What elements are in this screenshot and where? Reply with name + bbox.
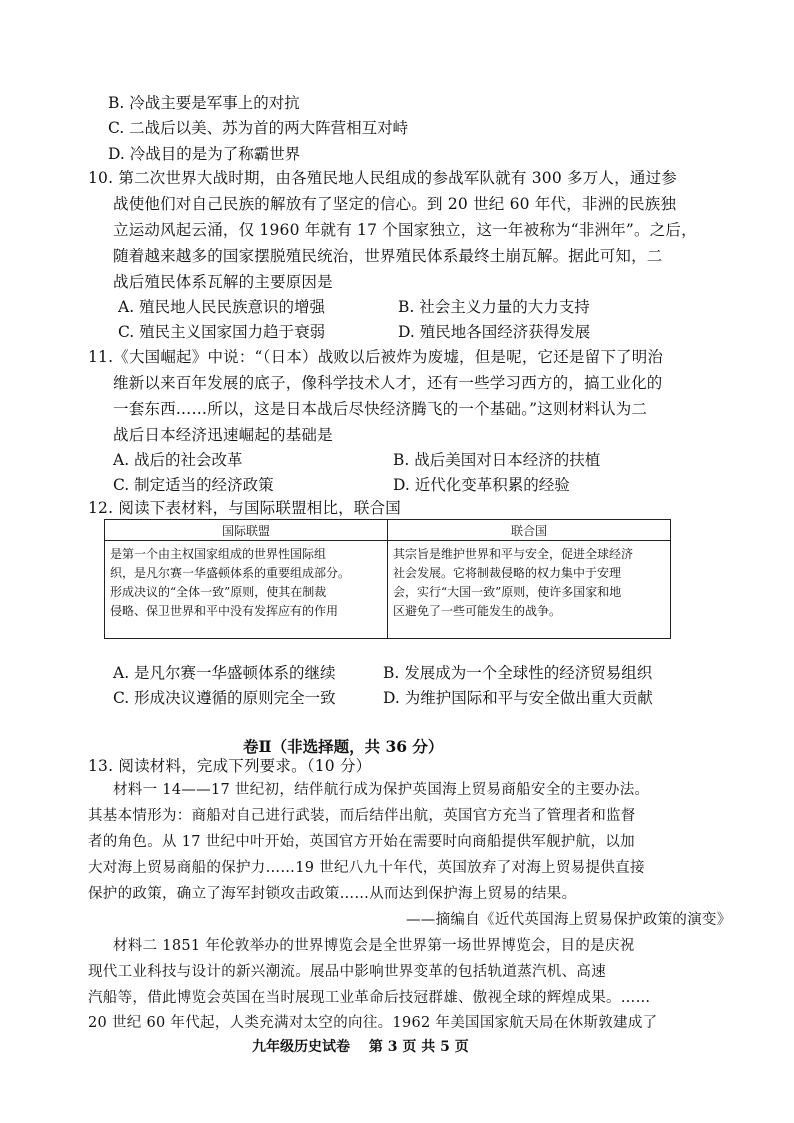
material-2-line: 汽船等，借此博览会英国在当时展现工业革命后技冠群雄、傲视全球的辉煌成果。…… [88,990,651,1006]
q9-option-d: D. 冷战目的是为了称霸世界 [108,145,301,163]
q11-option-a: A. 战后的社会改革 [113,451,243,469]
table-cell-line: 形成决议的“全体一致”原则，使其在制裁 [110,585,327,599]
q11-line: 一套东西……所以，这是日本战后尽快经济腾飞的一个基础。”这则材料认为二 [113,400,648,418]
table-cell-line: 区避免了一些可能发生的战争。 [393,604,562,618]
table-header-un: 联合国 [388,520,671,541]
table-cell-line: 侵略、保卫世界和平中没有发挥应有的作用 [110,604,339,618]
q9-option-b: B. 冷战主要是军事上的对抗 [108,94,300,112]
section-2-title: 卷Ⅱ（非选择题，共 36 分） [243,737,444,756]
table-cell-line: 是第一个由主权国家组成的世界性国际组 [110,547,327,561]
q12-stem: 12. 阅读下表材料，与国际联盟相比，联合国 [88,499,401,517]
q10-line: 战后殖民体系瓦解的主要原因是 [113,273,333,291]
page-number: 第 3 页 共 5 页 [368,1039,469,1055]
q12-option-a: A. 是凡尔赛一华盛顿体系的继续 [113,664,336,682]
table-cell-line: 织，是凡尔赛一华盛顿体系的重要组成部分。 [110,566,351,580]
table-cell-un [388,541,671,639]
q10-line: 10. 第二次世界大战时期，由各殖民地人民组成的参战军队就有 300 多万人，通过参 [88,169,677,187]
q10-option-a: A. 殖民地人民民族意识的增强 [118,298,326,316]
table-cell-league [105,541,388,639]
q10-line: 立运动风起云涌，仅 1960 年就有 17 个国家独立，这一年被称为“非洲年”。之后， [113,221,697,239]
q9-option-c: C. 二战后以美、苏为首的两大阵营相互对峙 [108,119,409,137]
q11-option-d: D. 近代化变革积累的经验 [393,476,570,494]
q10-line: 随着越来越多的国家摆脱殖民统治，世界殖民体系最终土崩瓦解。据此可知，二 [113,247,663,265]
material-1-line: 其基本情形为：商船对自己进行武装，而后结伴出航，英国官方充当了管理者和监督 [88,808,636,824]
q11-line: 11.《大国崛起》中说：“（日本）战败以后被炸为废墟，但是呢，它还是留下了明治 [88,348,664,366]
q12-option-b: B. 发展成为一个全球性的经济贸易组织 [383,664,653,682]
q13-stem: 13. 阅读材料，完成下列要求。（10 分） [88,757,372,775]
q11-line: 战后日本经济迅速崛起的基础是 [113,426,333,444]
q12-option-c: C. 形成决议遵循的原则完全一致 [113,689,336,707]
material-1-line: 材料一 14——17 世纪初，结伴航行成为保护英国海上贸易商船安全的主要办法。 [113,782,650,798]
q11-option-b: B. 战后美国对日本经济的扶植 [393,451,601,469]
q11-option-c: C. 制定适当的经济政策 [113,476,274,494]
table-cell-line: 社会发展。它将制裁侵略的权力集中于安理 [393,566,622,580]
q10-option-c: C. 殖民主义国家国力趋于衰弱 [118,323,326,341]
q10-line: 战使他们对自己民族的解放有了坚定的信心。到 20 世纪 60 年代，非洲的民族独 [113,195,677,213]
table-header-league: 国际联盟 [105,520,388,541]
material-2-line: 20 世纪 60 年代起，人类充满对太空的向往。1962 年美国国家航天局在休斯敦建成了 [88,1015,658,1031]
q12-option-d: D. 为维护国际和平与安全做出重大贡献 [383,689,653,707]
material-1-source: ——摘编自《近代英国海上贸易保护政策的演变》 [406,912,732,928]
material-1-line: 者的角色。从 17 世纪中叶开始，英国官方开始在需要时向商船提供军舰护航，以加 [88,834,635,850]
q10-option-b: B. 社会主义力量的大力支持 [398,298,590,316]
table-cell-line: 其宗旨是维护世界和平与安全，促进全球经济 [393,547,634,561]
q10-option-d: D. 殖民地各国经济获得发展 [398,323,591,341]
exam-title: 九年级历史试卷 [252,1039,350,1055]
table-cell-line: 会，实行“大国一致”原则，使许多国家和地 [393,585,622,599]
material-1-line: 保护的政策，确立了海军封锁攻击政策……从而达到保护海上贸易的结果。 [88,886,577,902]
material-1-line: 大对海上贸易商船的保护力……19 世纪八九十年代，英国放弃了对海上贸易提供直接 [88,860,645,876]
page-footer [252,1036,483,1056]
material-2-line: 现代工业科技与设计的新兴潮流。展品中影响世界变革的包括轨道蒸汽机、高速 [88,964,606,980]
q11-line: 维新以来百年发展的底子，像科学技术人才，还有一些学习西方的，搞工业化的 [113,374,663,392]
comparison-table [104,519,671,639]
material-2-line: 材料二 1851 年伦敦举办的世界博览会是全世界第一场世界博览会，目的是庆祝 [113,938,635,954]
